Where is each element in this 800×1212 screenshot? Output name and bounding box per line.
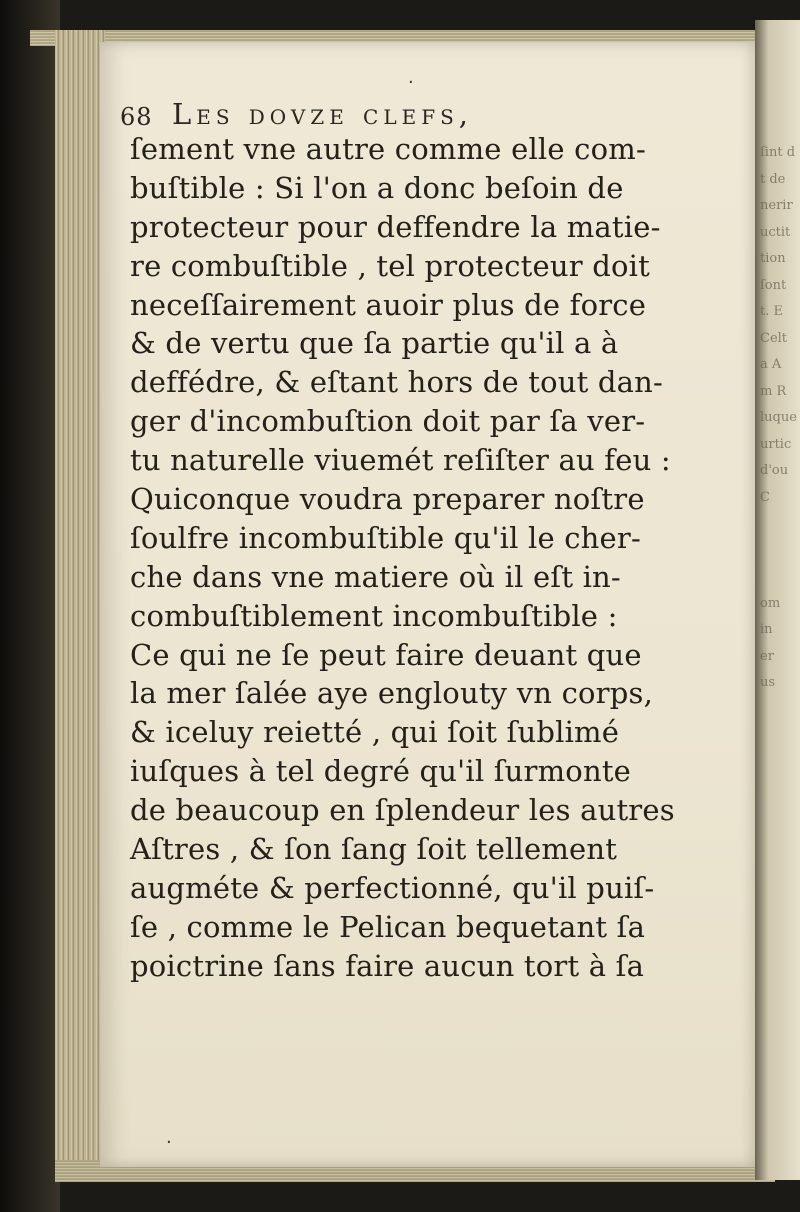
ink-speck: ·: [408, 72, 414, 93]
page-edges-left: [55, 30, 105, 1180]
facing-page-line: nerir: [760, 198, 793, 213]
text-line: Quiconque voudra preparer noſtre: [130, 482, 645, 517]
facing-page-line: in: [760, 622, 773, 637]
facing-page-line: a A: [760, 357, 782, 372]
text-line: iuſques à tel degré qu'il ſurmonte: [130, 754, 632, 789]
page-header: [120, 95, 720, 135]
text-line: Aſtres , & ſon ſang ſoit tellement: [130, 832, 618, 867]
text-line: Ce qui ne ſe peut faire deuant que: [130, 637, 642, 672]
text-line: augméte & perfectionné, qu'il puiſ-: [130, 870, 655, 905]
body-text: [130, 130, 740, 986]
facing-page-line: [760, 538, 800, 565]
facing-page-line: m R: [760, 383, 787, 399]
facing-page-line: us: [760, 675, 776, 690]
text-line: buſtible : Si l'on a donc beſoin de: [130, 170, 624, 205]
page-number: 68: [120, 103, 153, 131]
text-line: deffédre, & eſtant hors de tout dan-: [130, 365, 664, 400]
facing-page-line: d'ou: [760, 463, 789, 478]
facing-page-line: om: [760, 595, 781, 611]
facing-page-line: ſint d: [760, 145, 796, 160]
text-line: & iceluy reietté , qui ſoit ſublimé: [130, 715, 620, 750]
facing-page-line: er: [760, 648, 774, 664]
facing-page-text: [760, 140, 800, 697]
text-line: tu naturelle viuemét reſiſter au feu :: [130, 443, 671, 478]
facing-page-line: luque: [760, 410, 797, 425]
text-line: combuſtiblement incombuſtible :: [130, 598, 618, 633]
facing-page-line: Celt: [760, 330, 788, 346]
facing-page-line: t. E: [760, 304, 783, 319]
facing-page-line: t de: [760, 171, 786, 187]
text-line: de beaucoup en ſplendeur les autres: [130, 793, 675, 828]
text-line: ger d'incombuſtion doit par ſa ver-: [130, 404, 646, 439]
text-line: ſement vne autre comme elle com-: [130, 132, 646, 166]
facing-page-line: ſont: [760, 277, 787, 293]
facing-page-line: uctit: [760, 224, 791, 240]
text-line: poictrine ſans faire aucun tort à ſa: [130, 948, 645, 983]
text-line: protecteur pour deffendre la matie-: [130, 209, 661, 244]
text-line: re combuſtible , tel protecteur doit: [130, 248, 650, 283]
facing-page-line: C: [760, 489, 770, 505]
facing-page-line: [760, 511, 800, 538]
facing-page-line: [760, 564, 800, 591]
ink-speck: ·: [166, 1132, 172, 1153]
running-head: Les dovze clefs,: [172, 97, 473, 131]
text-line: che dans vne matiere où il eſt in-: [130, 559, 621, 594]
text-line: neceſſairement auoir plus de force: [130, 287, 647, 322]
text-line: ſoulfre incombuſtible qu'il le cher-: [130, 520, 641, 555]
text-line: & de vertu que ſa partie qu'il a à: [130, 326, 619, 361]
text-line: la mer ſalée aye englouty vn corps,: [130, 676, 653, 711]
facing-page-line: urtic: [760, 436, 792, 452]
text-line: ſe , comme le Pelican bequetant ſa: [130, 909, 646, 944]
gutter-shadow: [0, 0, 60, 1212]
facing-page-line: tion: [760, 251, 786, 266]
